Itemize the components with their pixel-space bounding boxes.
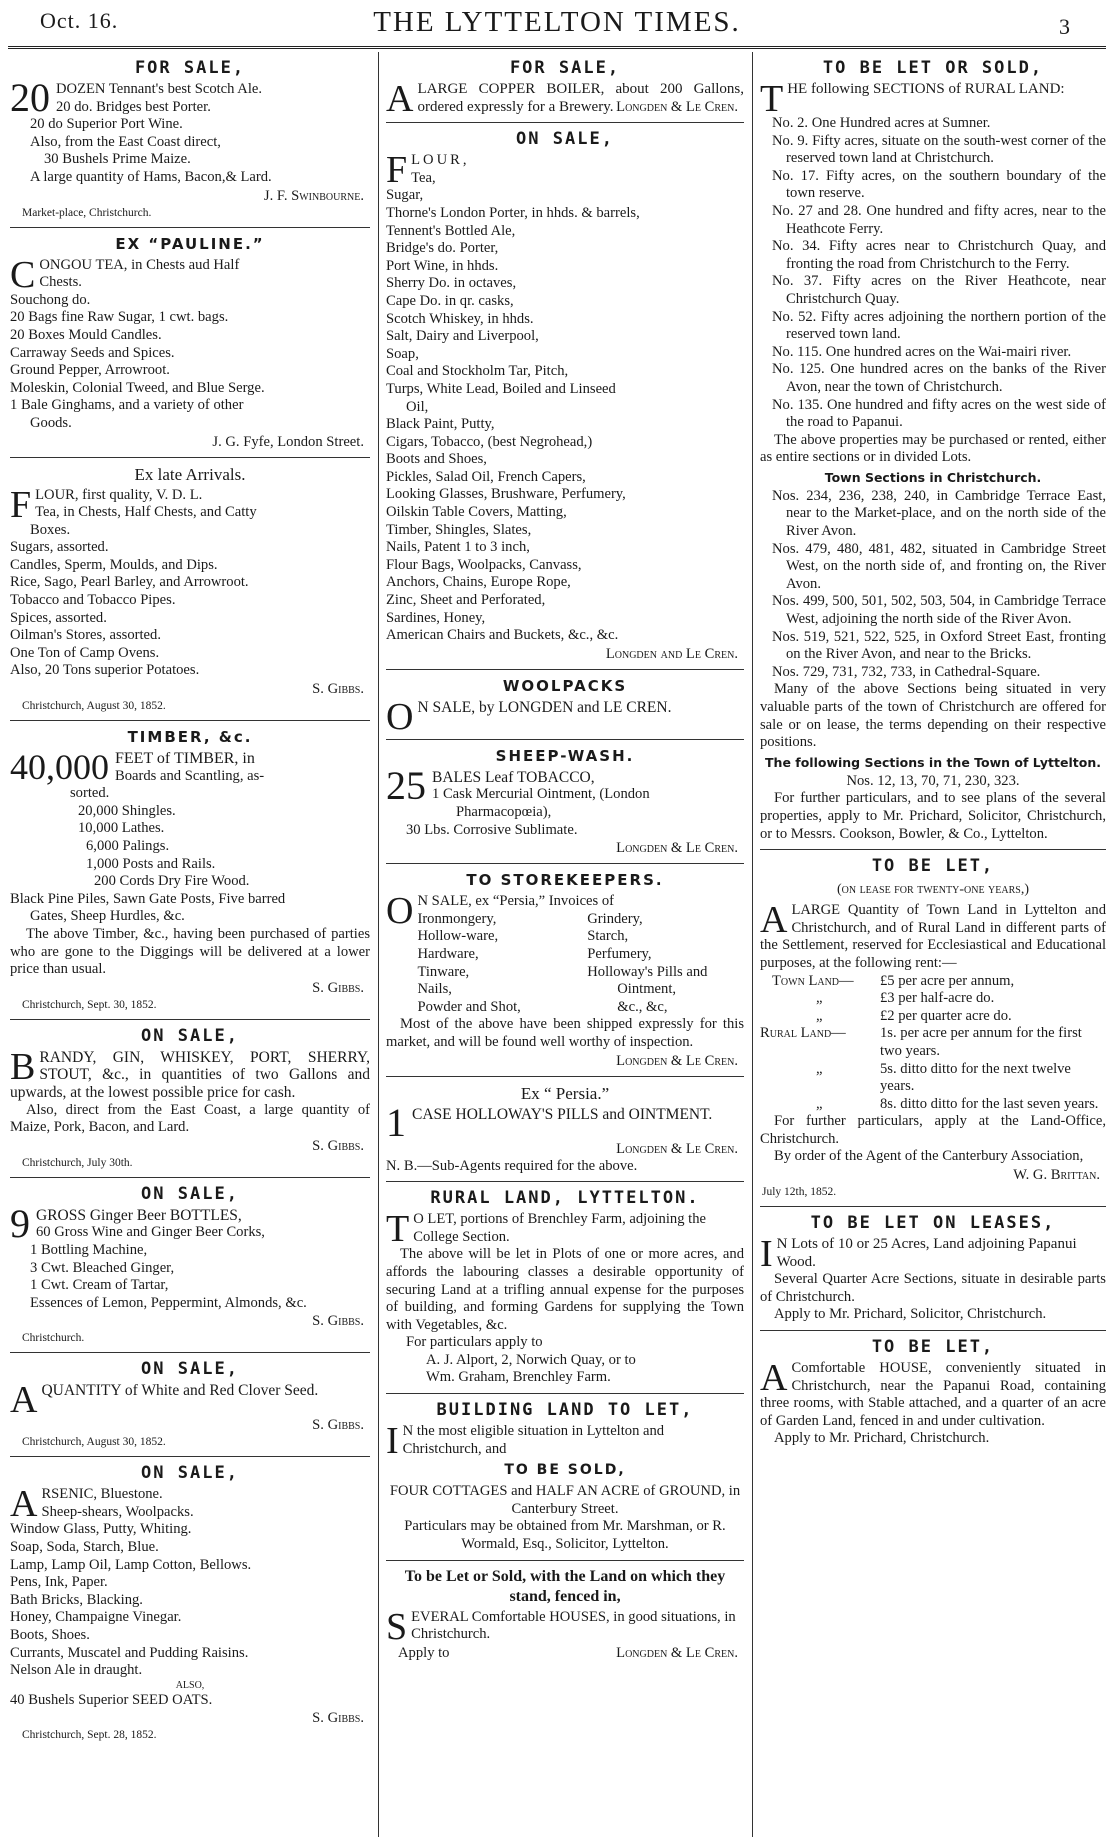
ad-line: Anchors, Chains, Europe Rope, <box>386 574 571 591</box>
rent-label: Town Land— <box>772 972 854 989</box>
ad-body: The above properties may be purchased or rented, either as entire sections or in divided Lots. <box>760 431 1106 466</box>
ad-line: Also, 20 Tons superior Potatoes. <box>10 662 200 679</box>
ad-persia <box>386 1077 744 1183</box>
ad-line: Holloway's Pills and <box>587 963 708 980</box>
advertiser: J. F. Swinbourne. <box>263 187 364 204</box>
ad-line: 10,000 Lathes. <box>78 820 165 837</box>
ad-body: RANDY, GIN, WHISKEY, PORT, SHERRY, STOUT, &c., in quantities of two Gallons and upwards, at the lowest possible price for cash. <box>10 1048 370 1101</box>
ad-line: Tea, in Chests, Half Chests, and Catty <box>35 504 257 521</box>
ad-line: Pharmacopœia), <box>456 804 552 820</box>
rent-label: „ <box>816 990 823 1007</box>
ad-heading: ON SALE, <box>141 1025 239 1046</box>
ad-storekeepers <box>386 864 744 1076</box>
ad-line: Perfumery, <box>587 945 652 962</box>
ad-brandy <box>10 1020 370 1178</box>
advertiser: W. G. Brittan. <box>1013 1167 1100 1184</box>
advertiser: Longden & Le Cren. <box>616 1644 738 1661</box>
ad-heading: RURAL LAND, LYTTELTON. <box>430 1188 700 1209</box>
ad-line: Tennent's Bottled Ale, <box>386 222 516 239</box>
ad-line: Ointment, <box>617 981 677 998</box>
column-rule <box>752 52 753 1837</box>
ad-line: A. J. Alport, 2, Norwich Quay, or to <box>426 1351 636 1368</box>
section-item: No. 135. One hundred and fifty acres on the west side of the road to Papanui. <box>772 396 1106 431</box>
ad-body: Apply to Mr. Prichard, Christchurch. <box>774 1430 990 1447</box>
rent-value: £2 per quarter acre do. <box>880 1007 1012 1024</box>
ad-line: N SALE, ex “Persia,” Invoices of <box>417 893 615 910</box>
ad-place: Christchurch, Sept. 28, 1852. <box>22 1729 157 1742</box>
ad-body: Apply to Mr. Prichard, Solicitor, Christchurch. <box>774 1306 1047 1323</box>
ad-line: BALES Leaf TOBACCO, <box>432 768 595 786</box>
masthead-rule <box>8 46 1106 49</box>
ad-line: 1 Cask Mercurial Ointment, (London <box>432 786 650 803</box>
section-item: Nos. 12, 13, 70, 71, 230, 323. <box>846 772 1020 789</box>
ad-line: Looking Glasses, Brushware, Perfumery, <box>386 486 626 503</box>
ad-line: Boots and Shoes, <box>386 451 487 468</box>
ad-line: Lamp, Lamp Oil, Lamp Cotton, Bellows. <box>10 1556 252 1573</box>
ad-line: Powder and Shot, <box>417 998 521 1015</box>
ad-body: Comfortable HOUSE, conveniently situated in Christchurch, near the Papanui Road, containing three rooms, with Stable attached, and a quarter of an acre of Garden Land, fenced in and under cultivation. <box>760 1360 1106 1429</box>
section-item: Nos. 234, 236, 238, 240, in Cambridge Terrace East, near to the Market-place, and on the north side of the River Avon. <box>772 487 1106 540</box>
column-1 <box>10 52 370 1837</box>
ad-clover-seed <box>10 1353 370 1457</box>
ad-rural-land-lyttelton <box>386 1182 744 1394</box>
ad-rural-sections <box>760 52 1106 850</box>
ad-line: 40 Bushels Superior SEED OATS. <box>10 1691 213 1708</box>
ad-line: Essences of Lemon, Peppermint, Almonds, &c. <box>30 1294 307 1311</box>
ad-line: Chests. <box>39 274 82 291</box>
ad-line: Rice, Sago, Pearl Barley, and Arrowroot. <box>10 574 249 591</box>
ad-line: Nails, Patent 1 to 3 inch, <box>386 539 530 556</box>
ad-body: For further particulars, and to see plans of the several properties, apply to Mr. Prichard, Solicitor, Christchurch, or to Messrs. Cookson, Bowler, & Co., Lyttelton. <box>760 790 1106 842</box>
ad-body: Particulars may be obtained from Mr. Marshman, or R. Wormald, Esq., Solicitor, Lyttelton. <box>404 1518 726 1553</box>
rent-label: „ <box>816 1060 823 1077</box>
ad-heading: TO STOREKEEPERS. <box>466 871 664 890</box>
ad-heading: Ex late Arrivals. <box>134 464 246 484</box>
also-label: ALSO, <box>175 1679 205 1691</box>
ad-place: Christchurch, August 30, 1852. <box>22 700 166 713</box>
ad-sheep-wash <box>386 740 744 864</box>
ad-line: Sardines, Honey, <box>386 609 486 626</box>
ad-heading: ON SALE, <box>516 129 614 150</box>
ad-heading: WOOLPACKS <box>502 676 628 695</box>
drop-cap: O <box>386 695 414 738</box>
ad-heading: ON SALE, <box>141 1359 239 1380</box>
ad-line: Goods. <box>30 414 72 431</box>
newspaper-title: THE LYTTELTON TIMES. <box>373 6 741 38</box>
ad-line: 30 Bushels Prime Maize. <box>44 151 191 168</box>
ad-line: Coal and Stockholm Tar, Pitch, <box>386 363 569 380</box>
ad-line: 20 do. Bridges best Porter. <box>56 98 211 115</box>
ad-heading: To be Let or Sold, with the Land on which they stand, fenced in, <box>404 1567 726 1605</box>
rent-value: £5 per acre per annum, <box>880 972 1015 989</box>
ad-line: Tinware, <box>417 963 470 980</box>
drop-cap: A <box>760 899 788 942</box>
ad-line: 20 Bags fine Raw Sugar, 1 cwt. bags. <box>10 309 229 326</box>
ad-timber <box>10 721 370 1020</box>
ad-body: Most of the above have been shipped expressly for this market, and will be found well worthy of inspection. <box>386 1016 744 1050</box>
ad-body: Also, direct from the East Coast, a large quantity of Maize, Pork, Bacon, and Lard. <box>10 1101 370 1136</box>
drop-cap: T <box>760 78 784 120</box>
section-item: Nos. 499, 500, 501, 502, 503, 504, in Cambridge Terrace West, adjoining the north side of the River Avon. <box>772 593 1106 628</box>
ad-heading: EX “PAULINE.” <box>115 234 265 253</box>
ad-heading: SHEEP-WASH. <box>495 746 635 765</box>
ad-line: Sugars, assorted. <box>10 539 109 556</box>
ad-line: 20 Boxes Mould Candles. <box>10 326 162 343</box>
advertiser: S. Gibbs. <box>312 1313 364 1330</box>
ad-line: Ironmongery, <box>417 910 497 927</box>
ad-line: Also, from the East Coast direct, <box>30 133 221 150</box>
ad-line: Boxes. <box>30 521 71 538</box>
ad-line: A large quantity of Hams, Bacon,& Lard. <box>30 168 272 185</box>
ad-heading: ON SALE, <box>141 1463 239 1484</box>
advertiser: J. G. Fyfe, London Street. <box>212 433 364 450</box>
ad-line: Bridge's do. Porter, <box>386 240 499 257</box>
drop-cap: B <box>10 1045 36 1088</box>
ad-line: FEET of TIMBER, in <box>115 750 255 768</box>
ad-late-arrivals <box>10 458 370 722</box>
ad-line: Boards and Scantling, as- <box>115 767 265 784</box>
ad-place: Christchurch, August 30, 1852. <box>22 1436 166 1449</box>
drop-number: 1 <box>386 1099 406 1145</box>
ad-body: O LET, portions of Brenchley Farm, adjoining the College Section. <box>413 1211 706 1245</box>
drop-cap: A <box>10 1379 38 1422</box>
drop-cap: C <box>10 253 36 296</box>
ad-line: Sugar, <box>386 187 424 204</box>
ad-heading: TO BE LET OR SOLD, <box>822 58 1044 78</box>
ad-line: Hardware, <box>417 945 479 962</box>
ad-heading: TIMBER, &c. <box>127 728 253 747</box>
ad-line: GROSS Ginger Beer BOTTLES, <box>36 1206 242 1224</box>
ad-line: Sherry Do. in octaves, <box>386 275 517 292</box>
ad-line: Tobacco and Tobacco Pipes. <box>10 592 176 609</box>
ad-body: N the most eligible situation in Lyttelton and Christchurch, and <box>402 1423 665 1457</box>
rent-value: £3 per half-acre do. <box>880 990 995 1007</box>
advertiser: Longden and Le Cren. <box>605 645 738 662</box>
ad-heading: ON SALE, <box>141 1183 239 1204</box>
ad-line: Scotch Whiskey, in hhds. <box>386 310 534 327</box>
rent-label: „ <box>816 1007 823 1024</box>
advertiser: Longden & Le Cren. <box>616 1052 738 1069</box>
ad-copper-boiler <box>386 52 744 123</box>
section-item: Nos. 729, 731, 732, 733, in Cathedral-Square. <box>772 663 1041 680</box>
ad-ginger-beer <box>10 1178 370 1354</box>
ad-heading: Ex “ Persia.” <box>520 1083 610 1103</box>
ad-line: American Chairs and Buckets, &c., &c. <box>386 627 619 644</box>
ad-line: 3 Cwt. Bleached Ginger, <box>30 1259 175 1276</box>
ad-line: &c., &c, <box>617 998 668 1015</box>
ad-place: July 12th, 1852. <box>762 1186 837 1199</box>
drop-cap: A <box>386 78 414 120</box>
ad-place: Christchurch, July 30th. <box>22 1156 133 1169</box>
section-item: No. 34. Fifty acres near to Christchurch Quay, and fronting the road from Christchurch to the Ferry. <box>772 238 1106 272</box>
issue-date: Oct. 16. <box>40 8 119 33</box>
ad-line: Wm. Graham, Brenchley Farm. <box>426 1369 611 1386</box>
ad-houses <box>386 1561 744 1668</box>
apply-label: Apply to <box>398 1644 450 1661</box>
ad-line: Souchong do. <box>10 291 91 308</box>
masthead <box>0 0 1114 48</box>
ad-body: LARGE COPPER BOILER, about 200 Gallons, ordered expressly for a Brewery. <box>417 81 744 115</box>
section-item: No. 27 and 28. One hundred and fifty acres, near to the Heathcote Ferry. <box>772 202 1106 237</box>
ad-house-to-let <box>760 1331 1106 1454</box>
ad-line: Starch, <box>587 928 629 945</box>
ad-woolpacks <box>386 670 744 740</box>
ad-body: QUANTITY of White and Red Clover Seed. <box>41 1382 319 1400</box>
section-item: No. 2. One Hundred acres at Sumner. <box>772 115 991 131</box>
drop-cap: I <box>760 1233 773 1276</box>
ad-line: Port Wine, in hhds. <box>386 257 499 274</box>
advertiser: S. Gibbs. <box>312 1417 364 1434</box>
ad-heading: BUILDING LAND TO LET, <box>436 1400 694 1421</box>
ad-subheading: (on lease for twenty-one years,) <box>836 882 1030 898</box>
ad-building-land <box>386 1394 744 1561</box>
ad-line: Sheep-shears, Woolpacks. <box>41 1503 194 1520</box>
ad-line: Oilman's Stores, assorted. <box>10 627 161 644</box>
ad-line: Thorne's London Porter, in hhds. & barrels, <box>386 204 640 221</box>
rent-value: 5s. ditto ditto for the next twelve years. <box>880 1060 1071 1095</box>
ad-body: The above will be let in Plots of one or more acres, and affords the labouring classes a desirable opportunity of securing Land at a trifling annual expense for the purposes of building, and forming Gardens for supplying the Town with Vegetables, &c. <box>386 1246 744 1333</box>
drop-number: 20 <box>10 75 50 120</box>
ad-scotch-ale <box>10 52 370 228</box>
rent-value: 8s. ditto ditto for the last seven years. <box>880 1095 1099 1112</box>
ad-flour <box>386 123 744 670</box>
ad-line: Currants, Muscatel and Pudding Raisins. <box>10 1644 249 1661</box>
ad-line: Candles, Sperm, Moulds, and Dips. <box>10 556 218 573</box>
drop-cap: A <box>10 1483 38 1526</box>
drop-cap: I <box>386 1420 399 1463</box>
drop-cap: O <box>386 890 414 933</box>
drop-number: 25 <box>386 762 426 808</box>
ad-line: Soap, Soda, Starch, Blue. <box>10 1539 159 1556</box>
ad-line: Timber, Shingles, Slates, <box>386 521 532 538</box>
ad-line: Tea, <box>411 169 436 186</box>
ad-line: Salt, Dairy and Liverpool, <box>386 328 539 345</box>
ad-line: Spices, assorted. <box>10 609 107 626</box>
ad-body: By order of the Agent of the Canterbury Association, <box>774 1148 1084 1165</box>
ad-line: Pens, Ink, Paper. <box>10 1574 108 1591</box>
ad-body: Many of the above Sections being situated in very valuable parts of the town of Christchurch are offered for sale or on lease, the terms depending on their respective positions. <box>760 681 1106 751</box>
ad-line: 20,000 Shingles. <box>78 802 176 819</box>
invoice-list <box>417 911 744 1017</box>
ad-line: Cigars, Tobacco, (best Negrohead,) <box>386 433 593 450</box>
ad-leases-papanui <box>760 1207 1106 1331</box>
ad-subheading: Town Sections in Christchurch. <box>824 469 1042 485</box>
ad-heading: TO BE LET ON LEASES, <box>810 1213 1056 1234</box>
ad-line: 20 do Superior Port Wine. <box>30 116 183 133</box>
advertiser: S. Gibbs. <box>312 1137 364 1154</box>
ad-line: Cape Do. in qr. casks, <box>386 292 514 309</box>
ad-line: Window Glass, Putty, Whiting. <box>10 1521 192 1538</box>
rent-label: Rural Land— <box>760 1025 846 1042</box>
ad-line: Hollow-ware, <box>417 928 499 945</box>
ad-line: Nails, <box>417 981 452 998</box>
ad-line: Honey, Champaigne Vinegar. <box>10 1609 182 1626</box>
section-item: Nos. 479, 480, 481, 482, situated in Cambridge Street West, on the north side of, and fronting on, the River Avon. <box>772 540 1106 592</box>
section-item: Nos. 519, 521, 522, 525, in Oxford Street East, fronting on the River Avon, and near to the Bricks. <box>772 628 1106 663</box>
ad-line: For particulars apply to <box>406 1334 543 1351</box>
ad-line: 60 Gross Wine and Ginger Beer Corks, <box>36 1224 265 1241</box>
advertiser: S. Gibbs. <box>312 979 364 996</box>
ad-body: FOUR COTTAGES and HALF AN ACRE of GROUND, in Canterbury Street. <box>389 1483 741 1517</box>
ad-line: Oilskin Table Covers, Matting, <box>386 504 567 521</box>
ad-line: LOUR, first quality, V. D. L. <box>35 486 203 503</box>
note: N. B.—Sub-Agents required for the above. <box>386 1157 638 1174</box>
ad-line: Turps, White Lead, Boiled and Linseed <box>386 380 616 397</box>
ad-line: 1 Bale Ginghams, and a variety of other <box>10 397 244 414</box>
ad-arsenic <box>10 1457 370 1749</box>
ad-line: Zinc, Sheet and Perforated, <box>386 592 546 609</box>
ad-line: ONGOU TEA, in Chests aud Half <box>39 256 240 273</box>
ad-line: LOUR, <box>411 152 470 169</box>
ad-line: 6,000 Palings. <box>86 838 170 854</box>
ad-pauline <box>10 228 370 458</box>
ad-line: DOZEN Tennant's best Scotch Ale. <box>56 81 263 97</box>
ad-line: Oil, <box>406 398 429 415</box>
rent-table <box>760 973 1106 1114</box>
ad-body: HE following SECTIONS of RURAL LAND: <box>787 81 1065 97</box>
ad-line: 1,000 Posts and Rails. <box>86 855 216 872</box>
advertiser: S. Gibbs. <box>312 1710 364 1727</box>
ad-line: Black Pine Piles, Sawn Gate Posts, Five barred <box>10 890 286 907</box>
section-item: No. 125. One hundred acres on the banks of the River Avon, near the town of Christchurch. <box>772 361 1106 395</box>
advertiser: Longden & Le Cren. <box>616 99 738 116</box>
ad-body: N Lots of 10 or 25 Acres, Land adjoining Papanui Wood. <box>776 1236 1077 1270</box>
section-item: No. 115. One hundred acres on the Wai-mairi river. <box>772 343 1072 360</box>
ad-place: Christchurch, Sept. 30, 1852. <box>22 998 157 1011</box>
ad-heading: TO BE LET, <box>871 1337 995 1358</box>
advertiser: Longden & Le Cren. <box>616 1140 738 1157</box>
ad-line: Boots, Shoes. <box>10 1627 90 1644</box>
ad-line: Gates, Sheep Hurdles, &c. <box>30 908 185 925</box>
ad-body: EVERAL Comfortable HOUSES, in good situations, in Christchurch. <box>411 1608 736 1643</box>
drop-number: 40,000 <box>10 747 109 788</box>
advertiser: S. Gibbs. <box>312 681 364 698</box>
rent-value: 1s. per acre per annum for the first two years. <box>880 1025 1082 1059</box>
ad-body: LARGE Quantity of Town Land in Lyttelton and Christchurch, and of Rural Land in different parts of the Settlement, reserved for Ecclesiastical and Educational purposes, at the following rent:— <box>760 902 1106 971</box>
section-item: No. 17. Fifty acres, on the southern boundary of the town reserve. <box>772 167 1106 202</box>
section-item: No. 9. Fifty acres, situate on the south-west corner of the reserved town land at Christchurch. <box>772 132 1106 167</box>
ad-line: One Ton of Camp Ovens. <box>10 644 160 661</box>
column-2 <box>386 52 744 1837</box>
ad-body: For further particulars, apply at the Land-Office, Christchurch. <box>760 1113 1106 1147</box>
drop-number: 9 <box>10 1200 30 1246</box>
ad-line: 1 Cwt. Cream of Tartar, <box>30 1277 169 1294</box>
ad-heading: FOR SALE, <box>509 58 621 78</box>
ad-body: N SALE, by LONGDEN and LE CREN. <box>417 698 672 716</box>
advertiser: Longden & Le Cren. <box>616 840 738 857</box>
ad-body: The above Timber, &c., having been purchased of parties who are gone to the Diggings will be delivered at a lower price than usual. <box>10 925 370 978</box>
drop-cap: F <box>386 149 408 192</box>
ad-line: Grindery, <box>587 910 643 927</box>
ad-line: Moleskin, Colonial Tweed, and Blue Serge. <box>10 379 265 396</box>
section-item: No. 37. Fifty acres on the River Heathcote, near Christchurch Quay. <box>772 273 1106 307</box>
ad-line: 30 Lbs. Corrosive Sublimate. <box>406 821 578 838</box>
ad-line: RSENIC, Bluestone. <box>41 1486 163 1503</box>
drop-cap: S <box>386 1605 408 1648</box>
ad-body: CASE HOLLOWAY'S PILLS and OINTMENT. <box>412 1105 713 1123</box>
ad-line: Carraway Seeds and Spices. <box>10 344 175 361</box>
ad-heading: FOR SALE, <box>134 58 246 78</box>
ad-line: Ground Pepper, Arrowroot. <box>10 362 170 379</box>
column-3 <box>760 52 1106 1837</box>
ad-place: Christchurch. <box>22 1332 85 1345</box>
ad-line: 1 Bottling Machine, <box>30 1241 148 1258</box>
ad-line: Black Paint, Putty, <box>386 416 495 433</box>
section-item: No. 52. Fifty acres adjoining the northern portion of the reserved town land. <box>772 308 1106 343</box>
drop-cap: F <box>10 483 32 526</box>
ad-line: Flour Bags, Woolpacks, Canvass, <box>386 556 582 573</box>
ad-line: Soap, <box>386 345 419 362</box>
drop-cap: T <box>386 1208 410 1251</box>
ad-line: Nelson Ale in draught. <box>10 1662 143 1679</box>
ad-lease-land <box>760 850 1106 1207</box>
ad-subheading: The following Sections in the Town of Lyttelton. <box>765 754 1101 770</box>
ad-heading: TO BE LET, <box>871 856 995 877</box>
ad-subheading: TO BE SOLD, <box>504 1462 626 1479</box>
ad-line: Pickles, Salad Oil, French Capers, <box>386 468 586 485</box>
column-rule <box>378 52 379 1837</box>
rent-label: „ <box>816 1095 823 1112</box>
page-number: 3 <box>1059 14 1070 39</box>
ad-body: Several Quarter Acre Sections, situate in desirable parts of Christchurch. <box>760 1271 1106 1305</box>
ad-line: 200 Cords Dry Fire Wood. <box>94 873 250 890</box>
ad-place: Market-place, Christchurch. <box>22 206 152 219</box>
drop-cap: A <box>760 1357 788 1400</box>
ad-line: Bath Bricks, Blacking. <box>10 1591 143 1608</box>
ad-line: sorted. <box>70 785 110 802</box>
